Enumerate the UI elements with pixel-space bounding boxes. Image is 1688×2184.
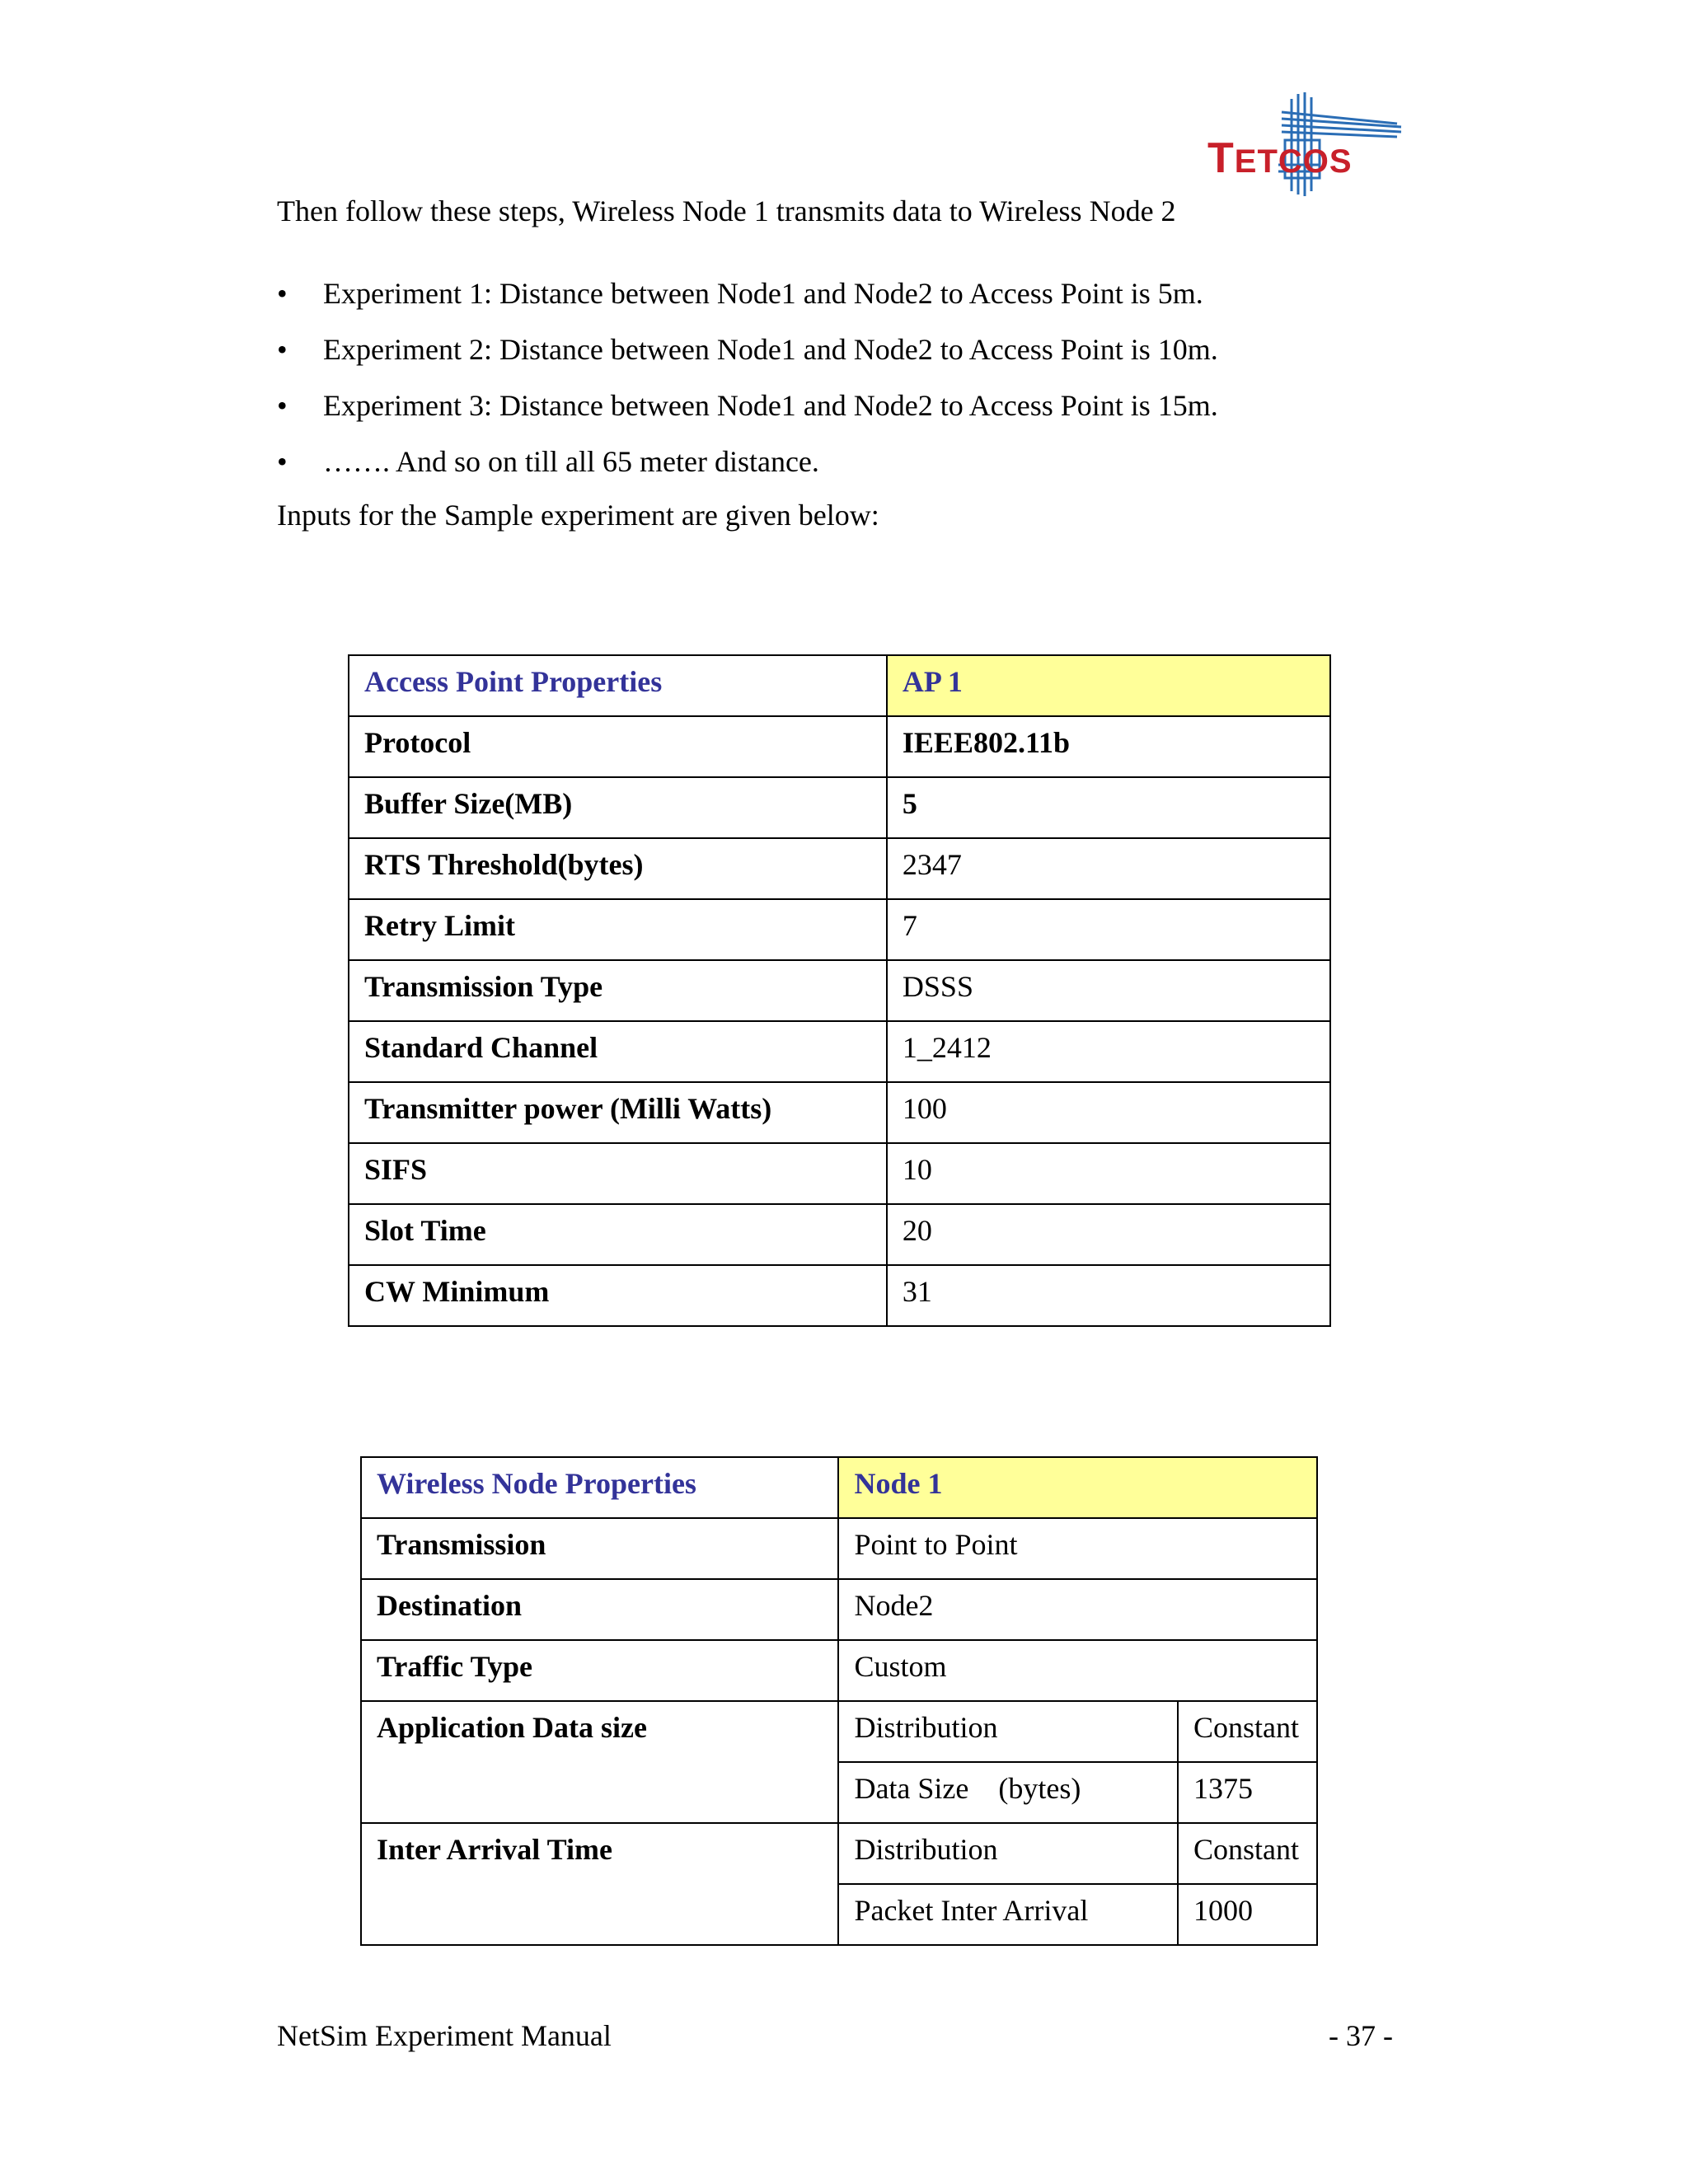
property-value: 7 <box>887 899 1330 960</box>
property-value: Custom <box>838 1640 1317 1701</box>
sub-property-label: Distribution <box>838 1823 1178 1884</box>
property-value: 100 <box>887 1082 1330 1143</box>
sub-property-value: 1375 <box>1178 1762 1317 1823</box>
property-value: 10 <box>887 1143 1330 1204</box>
property-label: CW Minimum <box>349 1265 887 1326</box>
logo-wordmark: TETCOS <box>1207 134 1353 182</box>
property-value: IEEE802.11b <box>887 716 1330 777</box>
property-label: Inter Arrival Time <box>361 1823 838 1945</box>
table-row <box>349 1021 1330 1082</box>
property-value: 20 <box>887 1204 1330 1265</box>
inputs-paragraph: Inputs for the Sample experiment are given below: <box>277 499 879 532</box>
property-value: 5 <box>887 777 1330 838</box>
property-label: Transmission <box>361 1518 838 1579</box>
property-label: Standard Channel <box>349 1021 887 1082</box>
table-header-cell: Node 1 <box>838 1457 1317 1518</box>
table-header-row <box>361 1457 1317 1518</box>
sub-property-value: 1000 <box>1178 1884 1317 1945</box>
property-label: Transmitter power (Milli Watts) <box>349 1082 887 1143</box>
property-label: Application Data size <box>361 1701 838 1823</box>
tetcos-logo <box>1199 91 1405 198</box>
property-label: Destination <box>361 1579 838 1640</box>
document-page: TETCOS Then follow these steps, Wireless Node 1 transmits data to Wireless Node 2 • Experiment 1: Distance between Node1 and Node2 to Access Point is 5m. • Experiment 2: Distance between Node1 and Node2 to Access Point is 10m. • Experiment 3: Distance between Node1 and Node2 to Access Point is 15m. • ……. And so on till all 65 meter distance. Inputs for the Sample experiment are given below: Access Point Properties AP 1 Protocol IEEE802.11b Buffer Size(MB) 5 RTS Threshold(bytes) 2347 Retry Limit 7 Transmission Type DSSS Standard Channel 1_2412 Transmitter power (Milli Watts) 100 SIFS 10 Slot Time 20 CW Minimum 31 Wireless Node Properties Node 1 Transmission Point to Point Destination Node2 Traffic Type Custom Application Data size Distribution Constant Data Size (bytes) 1375 Inter Arrival Time Distribution Constant Packet Inter Arrival 1000 NetSim Experiment Manual - 37 - <box>0 0 1688 2184</box>
intro-paragraph: Then follow these steps, Wireless Node 1 transmits data to Wireless Node 2 <box>277 194 1176 227</box>
property-label: SIFS <box>349 1143 887 1204</box>
sub-property-value: Constant <box>1178 1823 1317 1884</box>
property-value: 1_2412 <box>887 1021 1330 1082</box>
property-value: 2347 <box>887 838 1330 899</box>
table-row <box>361 1640 1317 1701</box>
table-row <box>349 1143 1330 1204</box>
property-value: Point to Point <box>838 1518 1317 1579</box>
table-row <box>349 838 1330 899</box>
table-row <box>349 960 1330 1021</box>
wireless-node-properties-table <box>360 1456 1318 1946</box>
access-point-properties-table <box>348 654 1331 1327</box>
table-row <box>361 1823 1317 1884</box>
sub-property-value: Constant <box>1178 1701 1317 1762</box>
property-label: Buffer Size(MB) <box>349 777 887 838</box>
property-value: Node2 <box>838 1579 1317 1640</box>
table-header-cell: Access Point Properties <box>349 655 887 716</box>
table-header-cell: AP 1 <box>887 655 1330 716</box>
bullet-icon: • <box>277 445 288 478</box>
table-row <box>361 1579 1317 1640</box>
property-label: Traffic Type <box>361 1640 838 1701</box>
table-row <box>349 1204 1330 1265</box>
property-value: 31 <box>887 1265 1330 1326</box>
table-row <box>349 899 1330 960</box>
table-row <box>349 716 1330 777</box>
table-row <box>349 777 1330 838</box>
bullet-icon: • <box>277 333 288 366</box>
property-label: Slot Time <box>349 1204 887 1265</box>
table-row <box>349 1265 1330 1326</box>
sub-property-label: Packet Inter Arrival <box>838 1884 1178 1945</box>
property-value: DSSS <box>887 960 1330 1021</box>
page-number: - 37 - <box>1329 2019 1393 2052</box>
table-row <box>361 1701 1317 1762</box>
table-row <box>349 1082 1330 1143</box>
bullet-icon: • <box>277 389 288 422</box>
property-label: Transmission Type <box>349 960 887 1021</box>
property-label: Protocol <box>349 716 887 777</box>
sub-property-label: Data Size (bytes) <box>838 1762 1178 1823</box>
property-label: Retry Limit <box>349 899 887 960</box>
bullet-icon: • <box>277 277 288 310</box>
sub-property-label: Distribution <box>838 1701 1178 1762</box>
footer-title: NetSim Experiment Manual <box>277 2019 612 2052</box>
table-header-cell: Wireless Node Properties <box>361 1457 838 1518</box>
property-label: RTS Threshold(bytes) <box>349 838 887 899</box>
table-row <box>361 1518 1317 1579</box>
table-header-row <box>349 655 1330 716</box>
